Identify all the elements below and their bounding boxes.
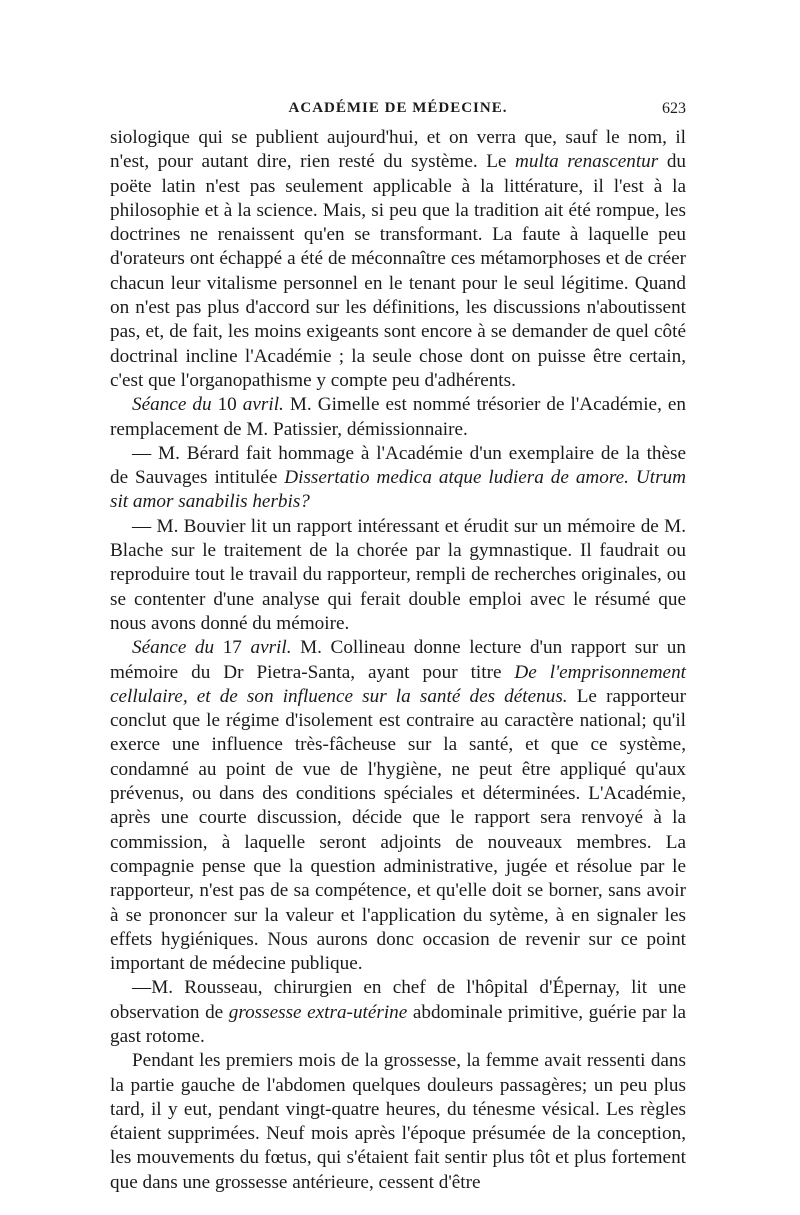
document-page [110, 100, 686, 1195]
text-run: 10 [211, 394, 243, 416]
paragraph [110, 1049, 686, 1195]
text-run: 17 [214, 637, 251, 659]
page-number: 623 [662, 100, 686, 117]
italic-run: De l'emprisonnement cellulaire, et de son influence sur la santé des détenus. [110, 661, 686, 707]
text-run: M. Gimelle est nommé trésorier de l'Académie, en remplacement de M. Patissier, démissionnaire. [110, 394, 686, 440]
text-run: — M. Bouvier lit un rapport intéressant et érudit sur un mémoire de M. Blache sur le traitement de la chorée par la gymnastique. Il faudrait ou reproduire tout le travail du rapporteur, rempli de recherches originales, ou se contenter d'une analyse qui ferait double emploi avec le résumé que nous avons donné du mémoire. [110, 515, 686, 634]
italic-run: Dissertatio medica atque ludiera de amore. Utrum sit amor sanabilis herbis? [110, 467, 686, 513]
paragraph [110, 393, 686, 442]
paragraph [110, 515, 686, 636]
text-run: —M. Rousseau, chirurgien en chef de l'hôpital d'Épernay, lit une observation de [110, 977, 686, 1023]
paragraph [110, 126, 686, 393]
text-run: Le rapporteur conclut que le régime d'isolement est contraire au caractère national; qu'il exerce une influence très-fâcheuse sur la santé, et que ce système, condamné au point de vue de l'hygiène, ne peut être appliqué qu'aux prévenus, ou dans des conditions spéciales et déterminées. L'Académie, après une courte discussion, décide que le rapport sera renvoyé à la commission, à laquelle seront adjoints de nouveaux membres. La compagnie pense que la question administrative, jugée et résolue par le rapporteur, n'est pas de sa compétence, et qu'elle doit se borner, sans avoir à se prononcer sur la valeur et l'application du sytème, à en signaler les effets hygiéniques. Nous aurons donc occasion de revenir sur ce point important de médecine publique. [110, 685, 686, 975]
text-run: M. Collineau donne lecture d'un rapport sur un mémoire du Dr Pietra-Santa, ayant pour titre [110, 637, 686, 683]
italic-run: Séance du [132, 394, 212, 416]
italic-run: grossesse extra-utérine [228, 1001, 408, 1023]
text-run: Pendant les premiers mois de la grossesse, la femme avait ressenti dans la partie gauche de l'abdomen quelques douleurs passagères; un peu plus tard, il y eut, pendant vingt-quatre heures, du ténesme vésical. Les règles étaient supprimées. Neuf mois après l'époque présumée de la conception, les mouvements du fœtus, qui s'étaient fait sentir plus tôt et plus fortement que dans une grossesse antérieure, cessent d'être [110, 1050, 686, 1193]
italic-run: Séance du [132, 637, 215, 659]
italic-run: multa renascentur [515, 151, 659, 173]
text-run: du poëte latin n'est pas seulement applicable à la littérature, il l'est à la philosophie et à la science. Mais, si peu que la tradition ait été rompue, les doctrines ne renaissent qu'en se transformant. La faute à laquelle peu d'orateurs ont échappé a été de méconnaître ces métamorphoses et de créer chacun leur vitalisme personnel en le tenant pour le seul légitime. Quand on n'est pas plus d'accord sur les définitions, les discussions n'aboutissent pas, et, de fait, les moins exigeants sont encore à se demander de quel côté doctrinal incline l'Académie ; la seule chose dont on puisse être certain, c'est que l'organopathisme y compte peu d'adhérents. [110, 151, 687, 391]
running-title: ACADÉMIE DE MÉDECINE. [288, 100, 508, 116]
text-run: siologique qui se publient aujourd'hui, et on verra que, sauf le nom, il n'est, pour autant dire, rien resté du système. Le [110, 127, 686, 173]
paragraph [110, 636, 686, 976]
italic-run: avril. [242, 394, 284, 416]
text-run: abdominale primitive, guérie par la gast rotome. [110, 1001, 686, 1047]
running-header [110, 100, 686, 126]
italic-run: avril. [250, 637, 292, 659]
paragraph [110, 976, 686, 1049]
paragraph [110, 442, 686, 515]
body-text [110, 126, 686, 1195]
text-run: — M. Bérard fait hommage à l'Académie d'un exemplaire de la thèse de Sauvages intitulée [110, 442, 686, 489]
